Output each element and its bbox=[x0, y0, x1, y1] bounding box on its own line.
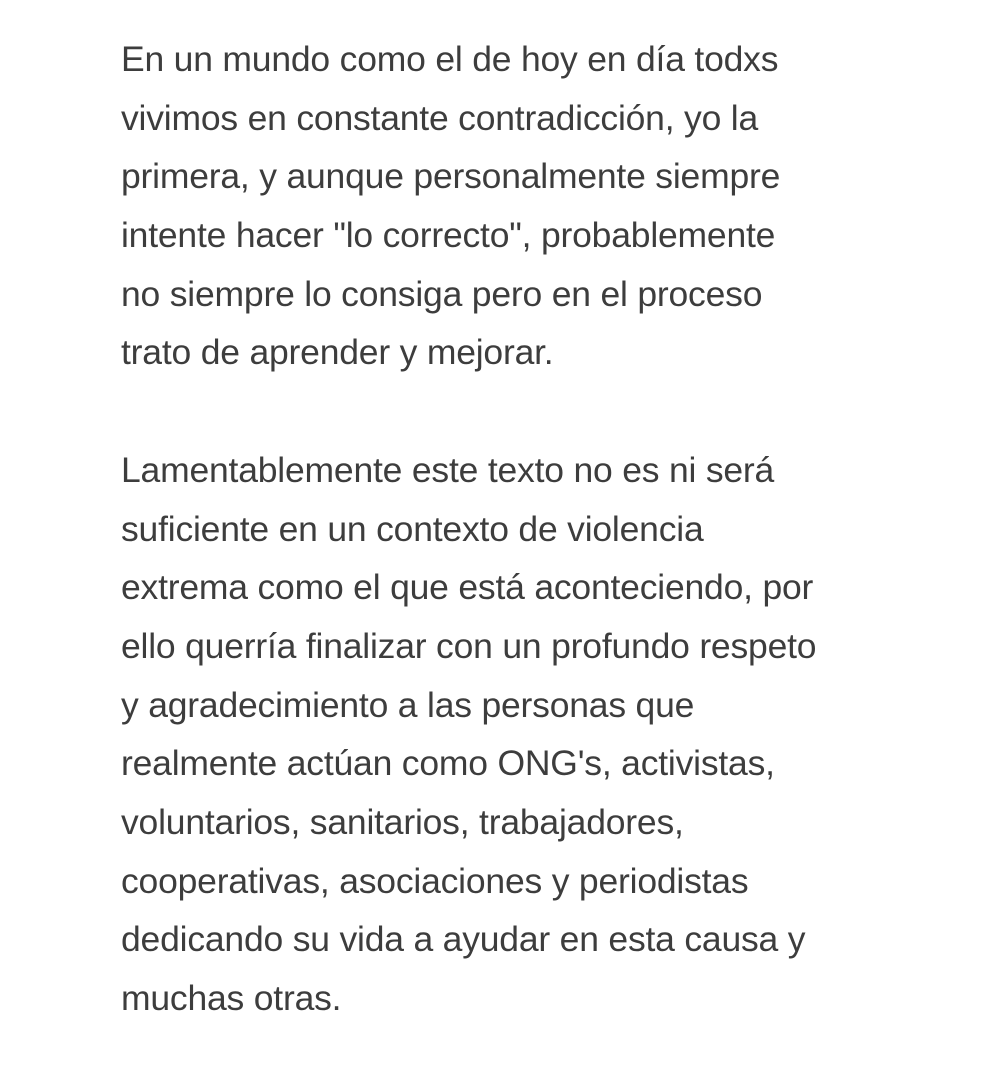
text-line: voluntarios, sanitarios, trabajadores, bbox=[121, 801, 684, 842]
text-line: cooperativas, asociaciones y periodistas bbox=[121, 860, 749, 901]
text-line: En un mundo como el de hoy en día todxs bbox=[121, 39, 779, 79]
text-line: vivimos en constante contradicción, yo la bbox=[121, 97, 759, 138]
text-line: extrema como el que está aconteciendo, por bbox=[121, 567, 814, 608]
text-line: primera, y aunque personalmente siempre bbox=[121, 156, 781, 197]
text-line: realmente actúan como ONG's, activistas, bbox=[121, 743, 775, 784]
note-body bbox=[121, 30, 981, 1028]
text-line: no siempre lo consiga pero en el proceso bbox=[121, 273, 763, 314]
text-line: ello querría finalizar con un profundo respeto bbox=[121, 625, 817, 666]
text-line: y agradecimiento a las personas que bbox=[121, 684, 695, 725]
text-line: muchas otras. bbox=[121, 978, 342, 1018]
paragraph-2 bbox=[121, 441, 981, 1028]
text-line: suficiente en un contexto de violencia bbox=[121, 508, 704, 549]
text-line: Lamentablemente este texto no es ni será bbox=[121, 449, 775, 490]
paragraph-spacer bbox=[121, 382, 981, 441]
text-line: trato de aprender y mejorar. bbox=[121, 332, 554, 373]
text-line: dedicando su vida a ayudar en esta causa y bbox=[121, 919, 806, 960]
paragraph-1 bbox=[121, 30, 981, 382]
text-line: intente hacer "lo correcto", probablemente bbox=[121, 215, 776, 256]
